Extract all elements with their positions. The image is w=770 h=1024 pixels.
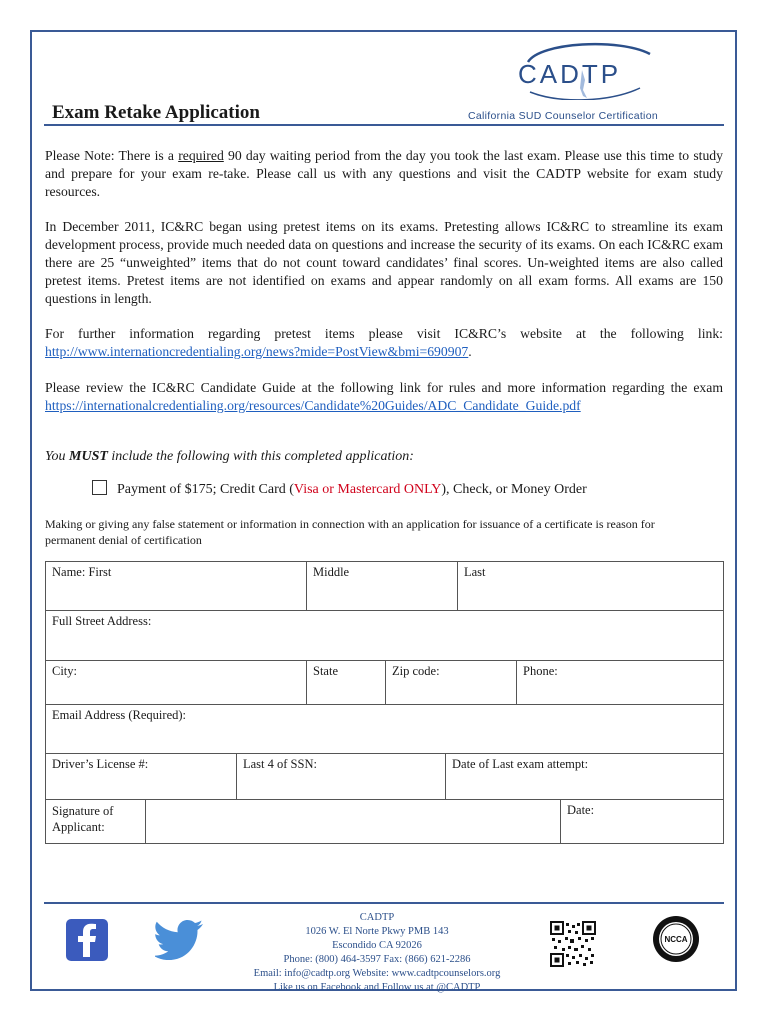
cadtp-logo (500, 40, 670, 100)
waiting-period-note: Please Note: There is a required 90 day waiting period from the day you took the last exam. Please use this time to study and prepare for your exam re-take. Please call us with any questions and visit the CADTP website for exam study resources. (45, 148, 723, 199)
footer-address-line2: Escondido CA 92026 (332, 940, 422, 951)
facebook-icon[interactable] (66, 919, 108, 961)
footer-address-line1: 1026 W. El Norte Pkwy PMB 143 (305, 926, 449, 937)
page-title: Exam Retake Application (52, 102, 260, 123)
middle-name-field[interactable]: Middle (306, 561, 458, 611)
pretest-info-paragraph: In December 2011, IC&RC began using pretest items on its exams. Pretesting allows IC&RC to streamline its exam development process, provide much needed data on questions and increase the security of its exams. On each IC&RC exam there are 25 “unweighted” items that do not count toward candidates’ final scores. Un-weighted items are also called pretest items. Pretest items are not identified on exams and appear randomly on all exam forms. All exams are 150 questions in length. (45, 219, 723, 306)
footer-phone: Phone: (800) 464-3597 Fax: (866) 621-2286 (283, 954, 471, 965)
candidate-guide-paragraph: Please review the IC&RC Candidate Guide at the following link for rules and more information regarding the exam https://internationalcredentialing.org/resources/Candidate%20Guides/ADC_Candidate_Guide.pdf (45, 380, 723, 413)
pretest-link[interactable]: http://www.internationcredentialing.org/news?mide=PostView&bmi=690907 (45, 344, 469, 359)
footer-divider (44, 902, 724, 904)
pretest-link-paragraph: For further information regarding pretest items please visit IC&RC’s website at the following link: http://www.internationcredentialing.org/news?mide=PostView&bmi=690907. (45, 326, 723, 359)
qr-code-icon[interactable] (550, 921, 596, 967)
drivers-license-field[interactable]: Driver’s License #: (45, 753, 237, 800)
candidate-guide-link[interactable]: https://internationalcredentialing.org/resources/Candidate%20Guides/ADC_Candidate_Guide.pdf (45, 398, 581, 413)
state-field[interactable]: State (306, 660, 386, 705)
logo-text: CADTP (518, 59, 622, 89)
last-name-field[interactable]: Last (457, 561, 724, 611)
requirements-heading: You MUST include the following with this completed application: (45, 449, 414, 464)
svg-text:NCCA: NCCA (664, 935, 688, 944)
signature-date-field[interactable]: Date: (560, 799, 724, 844)
footer-contact (232, 911, 522, 995)
footer-social: Like us on Facebook and Follow us at @CADTP (273, 982, 481, 993)
first-name-field[interactable]: Name: First (45, 561, 307, 611)
ssn-last4-field[interactable]: Last 4 of SSN: (236, 753, 446, 800)
payment-requirement: Payment of $175; Credit Card (Visa or Mastercard ONLY), Check, or Money Order (92, 480, 587, 498)
zip-code-field[interactable]: Zip code: (385, 660, 517, 705)
street-address-field[interactable]: Full Street Address: (45, 610, 724, 661)
city-field[interactable]: City: (45, 660, 307, 705)
footer-org: CADTP (359, 912, 395, 923)
last-exam-date-field[interactable]: Date of Last exam attempt: (445, 753, 724, 800)
ncca-seal-icon (652, 915, 700, 963)
payment-checkbox[interactable] (92, 480, 107, 495)
signature-field[interactable] (145, 799, 561, 844)
phone-field[interactable]: Phone: (516, 660, 724, 705)
logo-subtitle: California SUD Counselor Certification (468, 110, 658, 122)
applicant-form (45, 561, 724, 844)
signature-label: Signature of Applicant: (45, 799, 146, 844)
title-divider (44, 124, 724, 126)
email-field[interactable]: Email Address (Required): (45, 704, 724, 754)
false-statement-warning: Making or giving any false statement or information in connection with an application for issuance of a certificate is reason for permanent denial of certification (45, 517, 655, 547)
twitter-icon[interactable] (155, 918, 205, 960)
footer-email-website: Email: info@cadtp.org Website: www.cadtpcounselors.org (253, 968, 501, 979)
